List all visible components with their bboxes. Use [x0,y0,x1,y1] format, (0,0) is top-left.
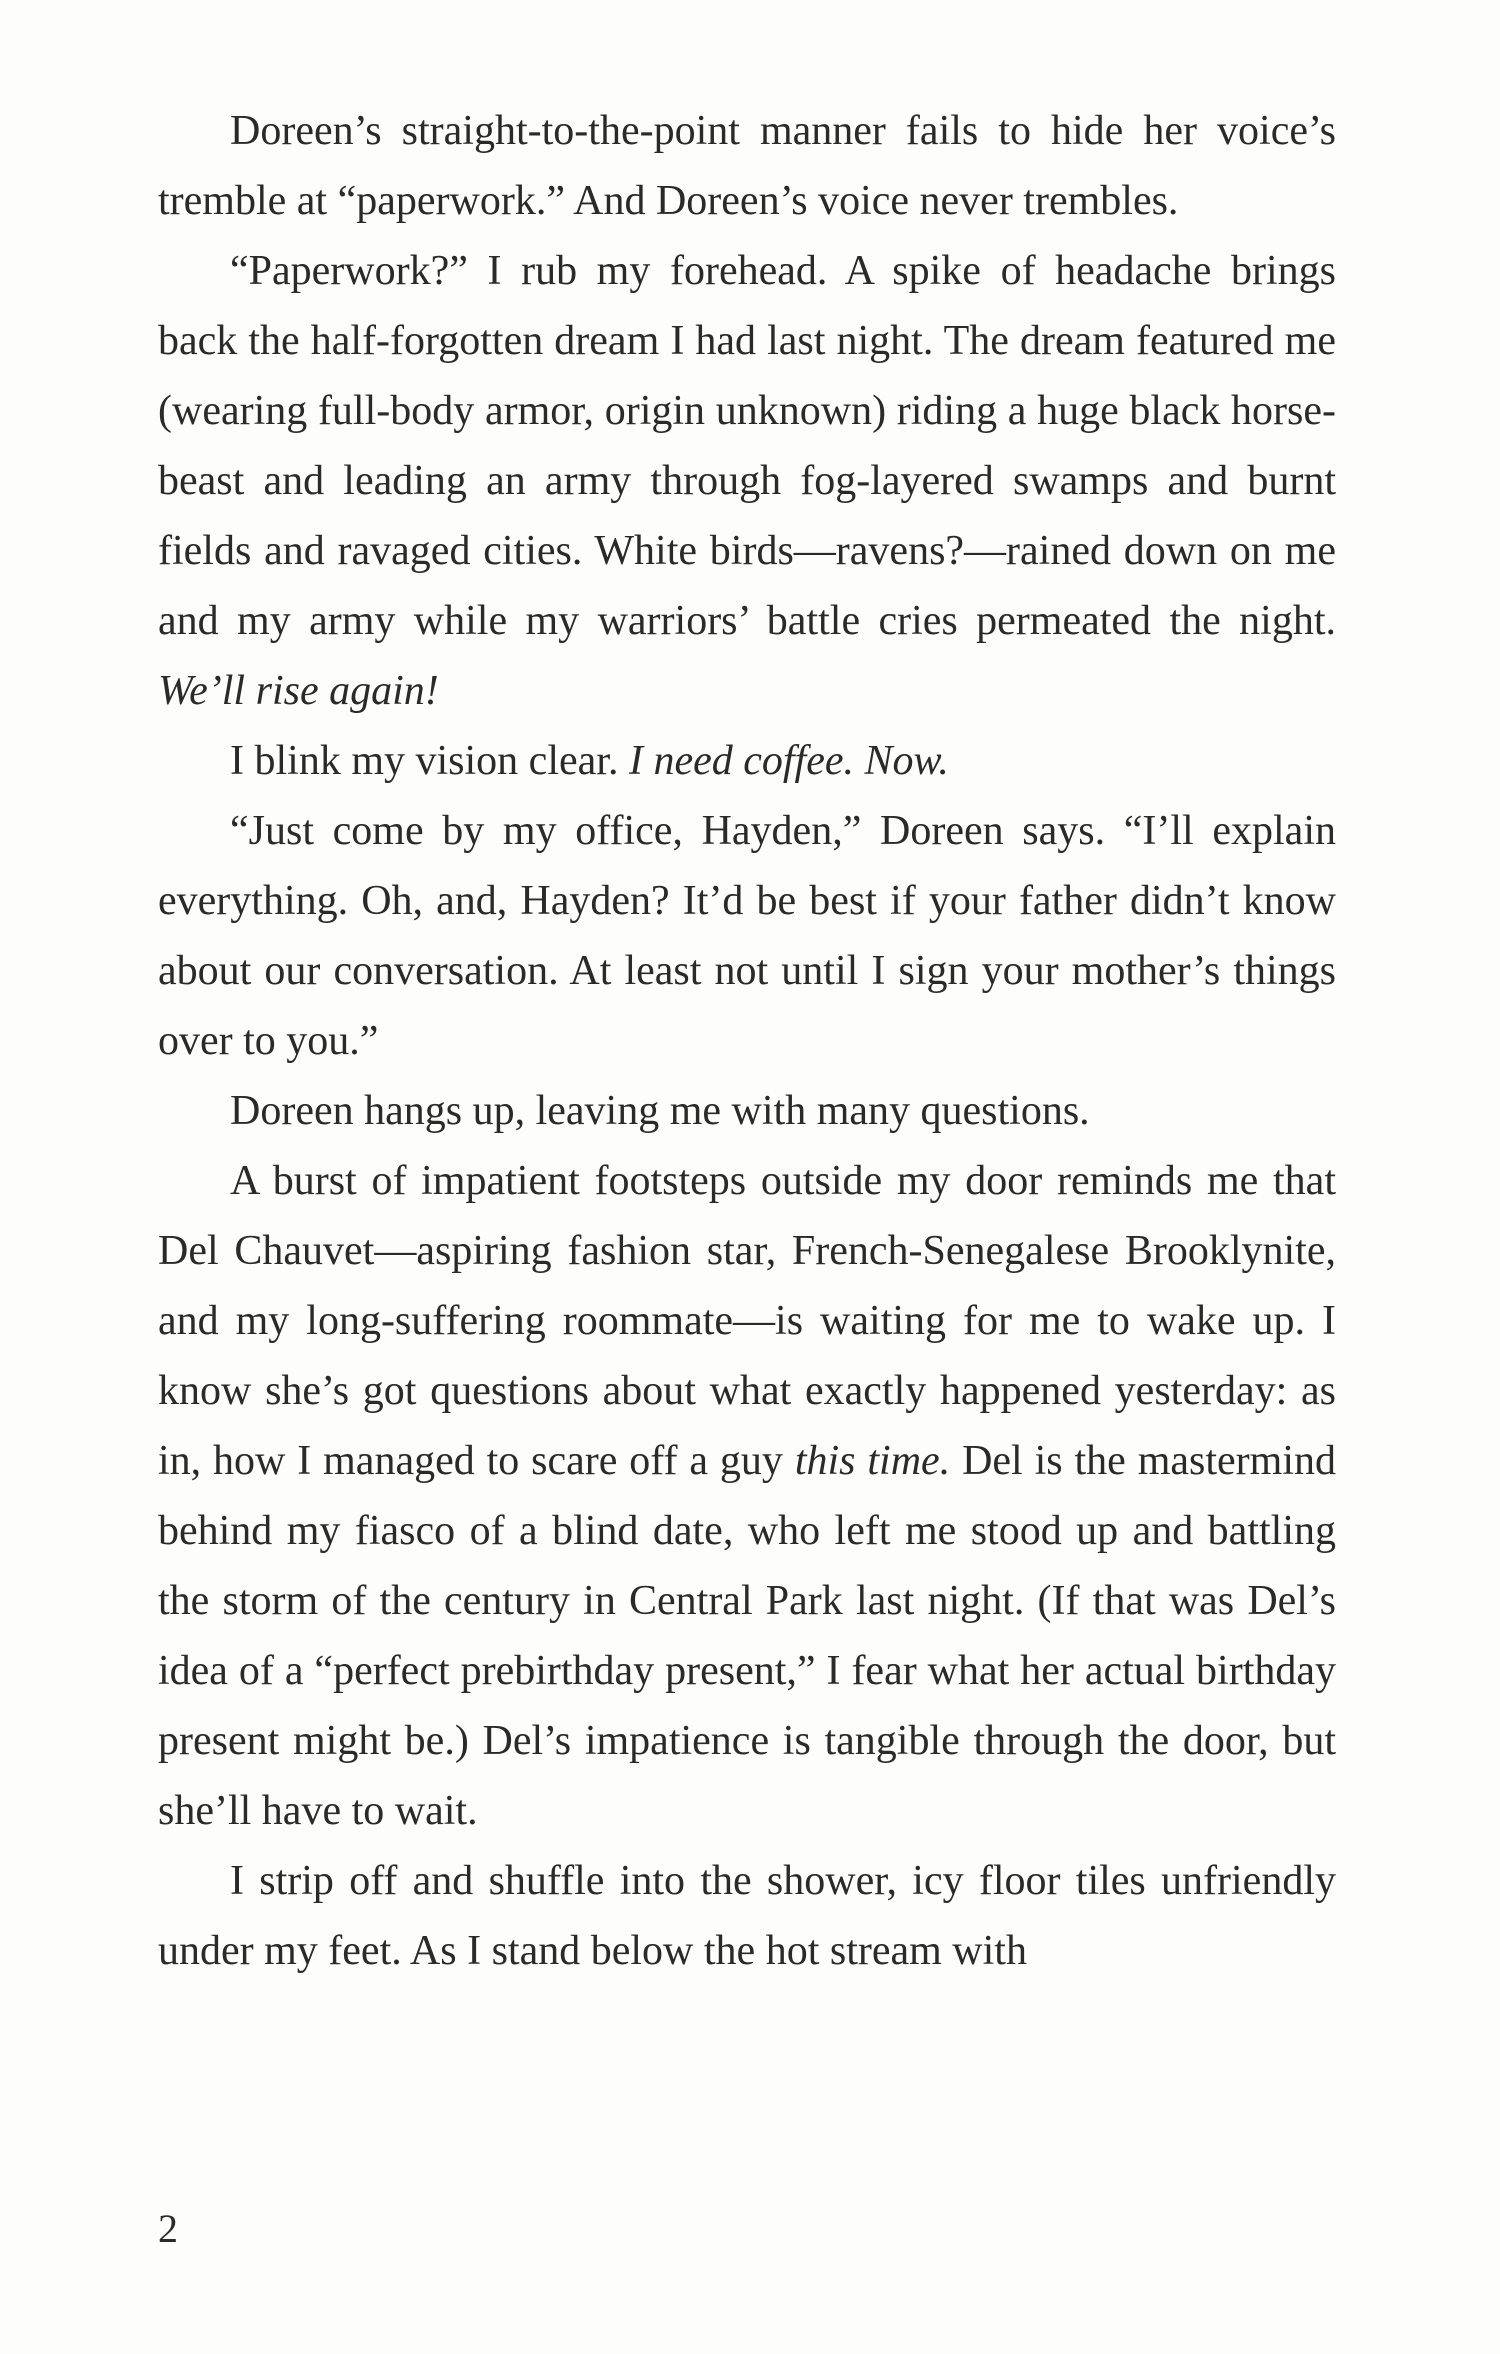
paragraph [158,726,1336,796]
text-segment: “Just come by my office, Hayden,” Doreen says. “I’ll explain everything. Oh, and, Hayden? It’d be best if your father didn’t know about our conversation. At least not until I sign your mother’s things over to you.” [158,808,1336,1064]
text-segment: I strip off and shuffle into the shower, icy floor tiles unfriendly under my feet. As I stand below the hot stream with [158,1858,1336,1974]
paragraph [158,1846,1336,1986]
text-segment: A burst of impatient footsteps outside my door reminds me that Del Chauvet—aspiring fashion star, French-Senegalese Brooklynite, and my long-suffering roommate—is waiting for me to wake up. I know she’s got questions about what exactly happened yesterday: as in, how I managed to scare off a guy [158,1158,1336,1484]
body-text [158,96,1336,1986]
text-segment: “Paperwork?” I rub my forehead. A spike of headache brings back the half-forgotten dream I had last night. The dream featured me (wearing full-body armor, origin unknown) riding a huge black horse-beast and leading an army through fog-layered swamps and burnt fields and ravaged cities. White birds—ravens?—rained down on me and my army while my warriors’ battle cries permeated the night. [158,248,1336,644]
paragraph [158,236,1336,726]
paragraph [158,1076,1336,1146]
text-segment: Doreen’s straight-to-the-point manner fails to hide her voice’s tremble at “paperwork.” And Doreen’s voice never trembles. [158,108,1336,224]
text-segment: I blink my vision clear. [230,738,629,784]
page-number: 2 [158,2206,178,2251]
italic-text-segment: I need coffee. Now. [628,738,949,784]
italic-text-segment: We’ll rise again! [158,668,439,714]
text-segment: Del is the mastermind behind my fiasco of a blind date, who left me stood up and battling the storm of the century in Central Park last night. (If that was Del’s idea of a “perfect prebirthday present,” I fear what her actual birthday present might be.) Del’s impatience is tangible through the door, but she’ll have to wait. [158,1438,1336,1834]
text-segment: Doreen hangs up, leaving me with many questions. [230,1088,1090,1134]
paragraph [158,1146,1336,1846]
italic-text-segment: this time. [794,1438,951,1484]
paragraph [158,796,1336,1076]
paragraph [158,96,1336,236]
